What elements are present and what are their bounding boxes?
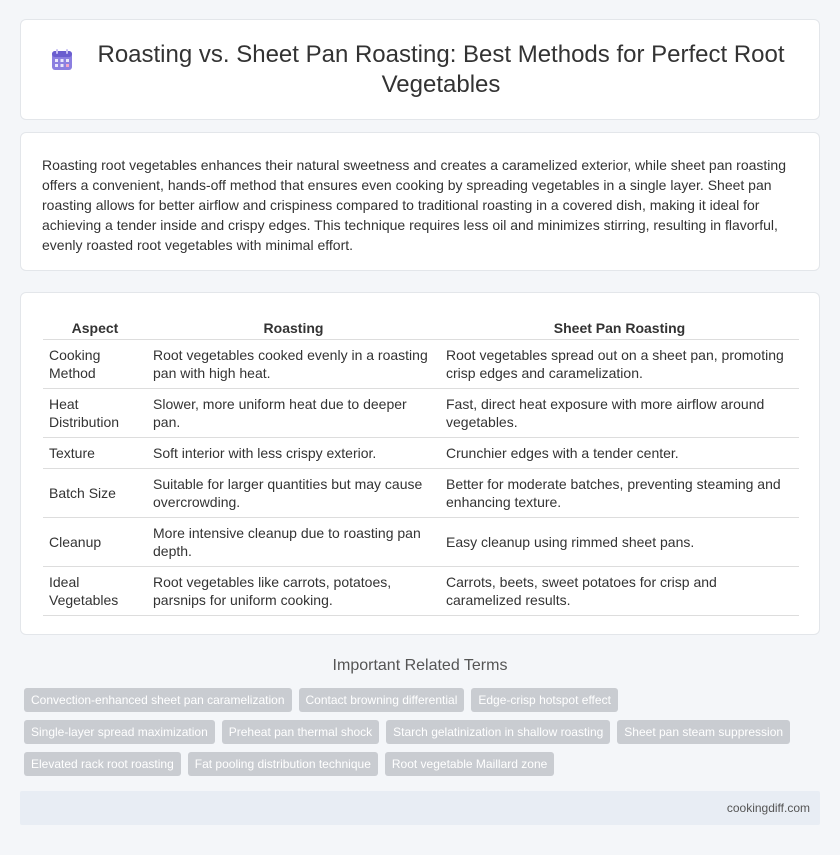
related-term-tag[interactable]: Single-layer spread maximization xyxy=(24,720,215,744)
table-cell: Slower, more uniform heat due to deeper pan. xyxy=(147,388,440,437)
table-cell: Texture xyxy=(43,437,147,468)
table-row xyxy=(43,468,799,517)
table-header: Roasting xyxy=(147,313,440,339)
table-row xyxy=(43,437,799,468)
related-terms-title: Important Related Terms xyxy=(332,657,508,674)
table-cell: Carrots, beets, sweet potatoes for crisp and caramelized results. xyxy=(440,566,799,615)
table-cell: Better for moderate batches, preventing steaming and enhancing texture. xyxy=(440,468,799,517)
table-cell: Suitable for larger quantities but may cause overcrowding. xyxy=(147,468,440,517)
table-cell: Crunchier edges with a tender center. xyxy=(440,437,799,468)
footer-site-link[interactable]: cookingdiff.com xyxy=(726,801,810,815)
table-cell: Root vegetables cooked evenly in a roasting pan with high heat. xyxy=(147,339,440,388)
table-cell: Heat Distribution xyxy=(43,388,147,437)
related-term-tag[interactable]: Convection-enhanced sheet pan caramelization xyxy=(24,688,292,712)
comparison-table xyxy=(43,313,799,616)
table-cell: Batch Size xyxy=(43,468,147,517)
related-term-tag[interactable]: Fat pooling distribution technique xyxy=(188,752,378,776)
title-wrap xyxy=(50,40,790,100)
related-term-tag[interactable]: Starch gelatinization in shallow roasting xyxy=(386,720,610,744)
related-term-tag[interactable]: Contact browning differential xyxy=(299,688,465,712)
page-title: Roasting vs. Sheet Pan Roasting: Best Methods for Perfect Root Vegetables xyxy=(97,40,785,98)
tag-row xyxy=(24,688,824,712)
related-term-tag[interactable]: Elevated rack root roasting xyxy=(24,752,181,776)
intro-card xyxy=(20,132,820,271)
related-term-tag[interactable]: Edge-crisp hotspot effect xyxy=(471,688,618,712)
table-cell: Cleanup xyxy=(43,517,147,566)
intro-paragraph: Roasting root vegetables enhances their natural sweetness and creates a caramelized exterior, while sheet pan roasting offers a convenient, hands-off method that ensures even cooking by spreading vegetables in a single layer. Sheet pan roasting allows for better airflow and crispiness compared to traditional roasting in a covered dish, making it ideal for achieving a tender inside and crispy edges. This technique requires less oil and minimizes stirring, resulting in flavorful, evenly roasted root vegetables with minimal effort. xyxy=(42,157,786,253)
table-cell: Ideal Vegetables xyxy=(43,566,147,615)
related-terms-tags xyxy=(24,688,824,784)
table-header: Sheet Pan Roasting xyxy=(440,313,799,339)
table-row xyxy=(43,339,799,388)
title-card xyxy=(20,19,820,120)
table-row xyxy=(43,517,799,566)
table-cell: Soft interior with less crispy exterior. xyxy=(147,437,440,468)
related-term-tag[interactable]: Preheat pan thermal shock xyxy=(222,720,379,744)
table-row xyxy=(43,388,799,437)
table-cell: Easy cleanup using rimmed sheet pans. xyxy=(440,517,799,566)
tag-row xyxy=(24,720,824,744)
table-cell: Root vegetables like carrots, potatoes, parsnips for uniform cooking. xyxy=(147,566,440,615)
table-row xyxy=(43,566,799,615)
table-cell: More intensive cleanup due to roasting pan depth. xyxy=(147,517,440,566)
calendar-icon xyxy=(50,48,74,72)
table-header-row xyxy=(43,313,799,339)
comparison-table-card xyxy=(20,292,820,635)
table-cell: Cooking Method xyxy=(43,339,147,388)
related-term-tag[interactable]: Root vegetable Maillard zone xyxy=(385,752,554,776)
table-header: Aspect xyxy=(43,313,147,339)
footer xyxy=(20,791,820,825)
table-cell: Fast, direct heat exposure with more airflow around vegetables. xyxy=(440,388,799,437)
tag-row xyxy=(24,752,824,776)
table-cell: Root vegetables spread out on a sheet pan, promoting crisp edges and caramelization. xyxy=(440,339,799,388)
related-term-tag[interactable]: Sheet pan steam suppression xyxy=(617,720,790,744)
